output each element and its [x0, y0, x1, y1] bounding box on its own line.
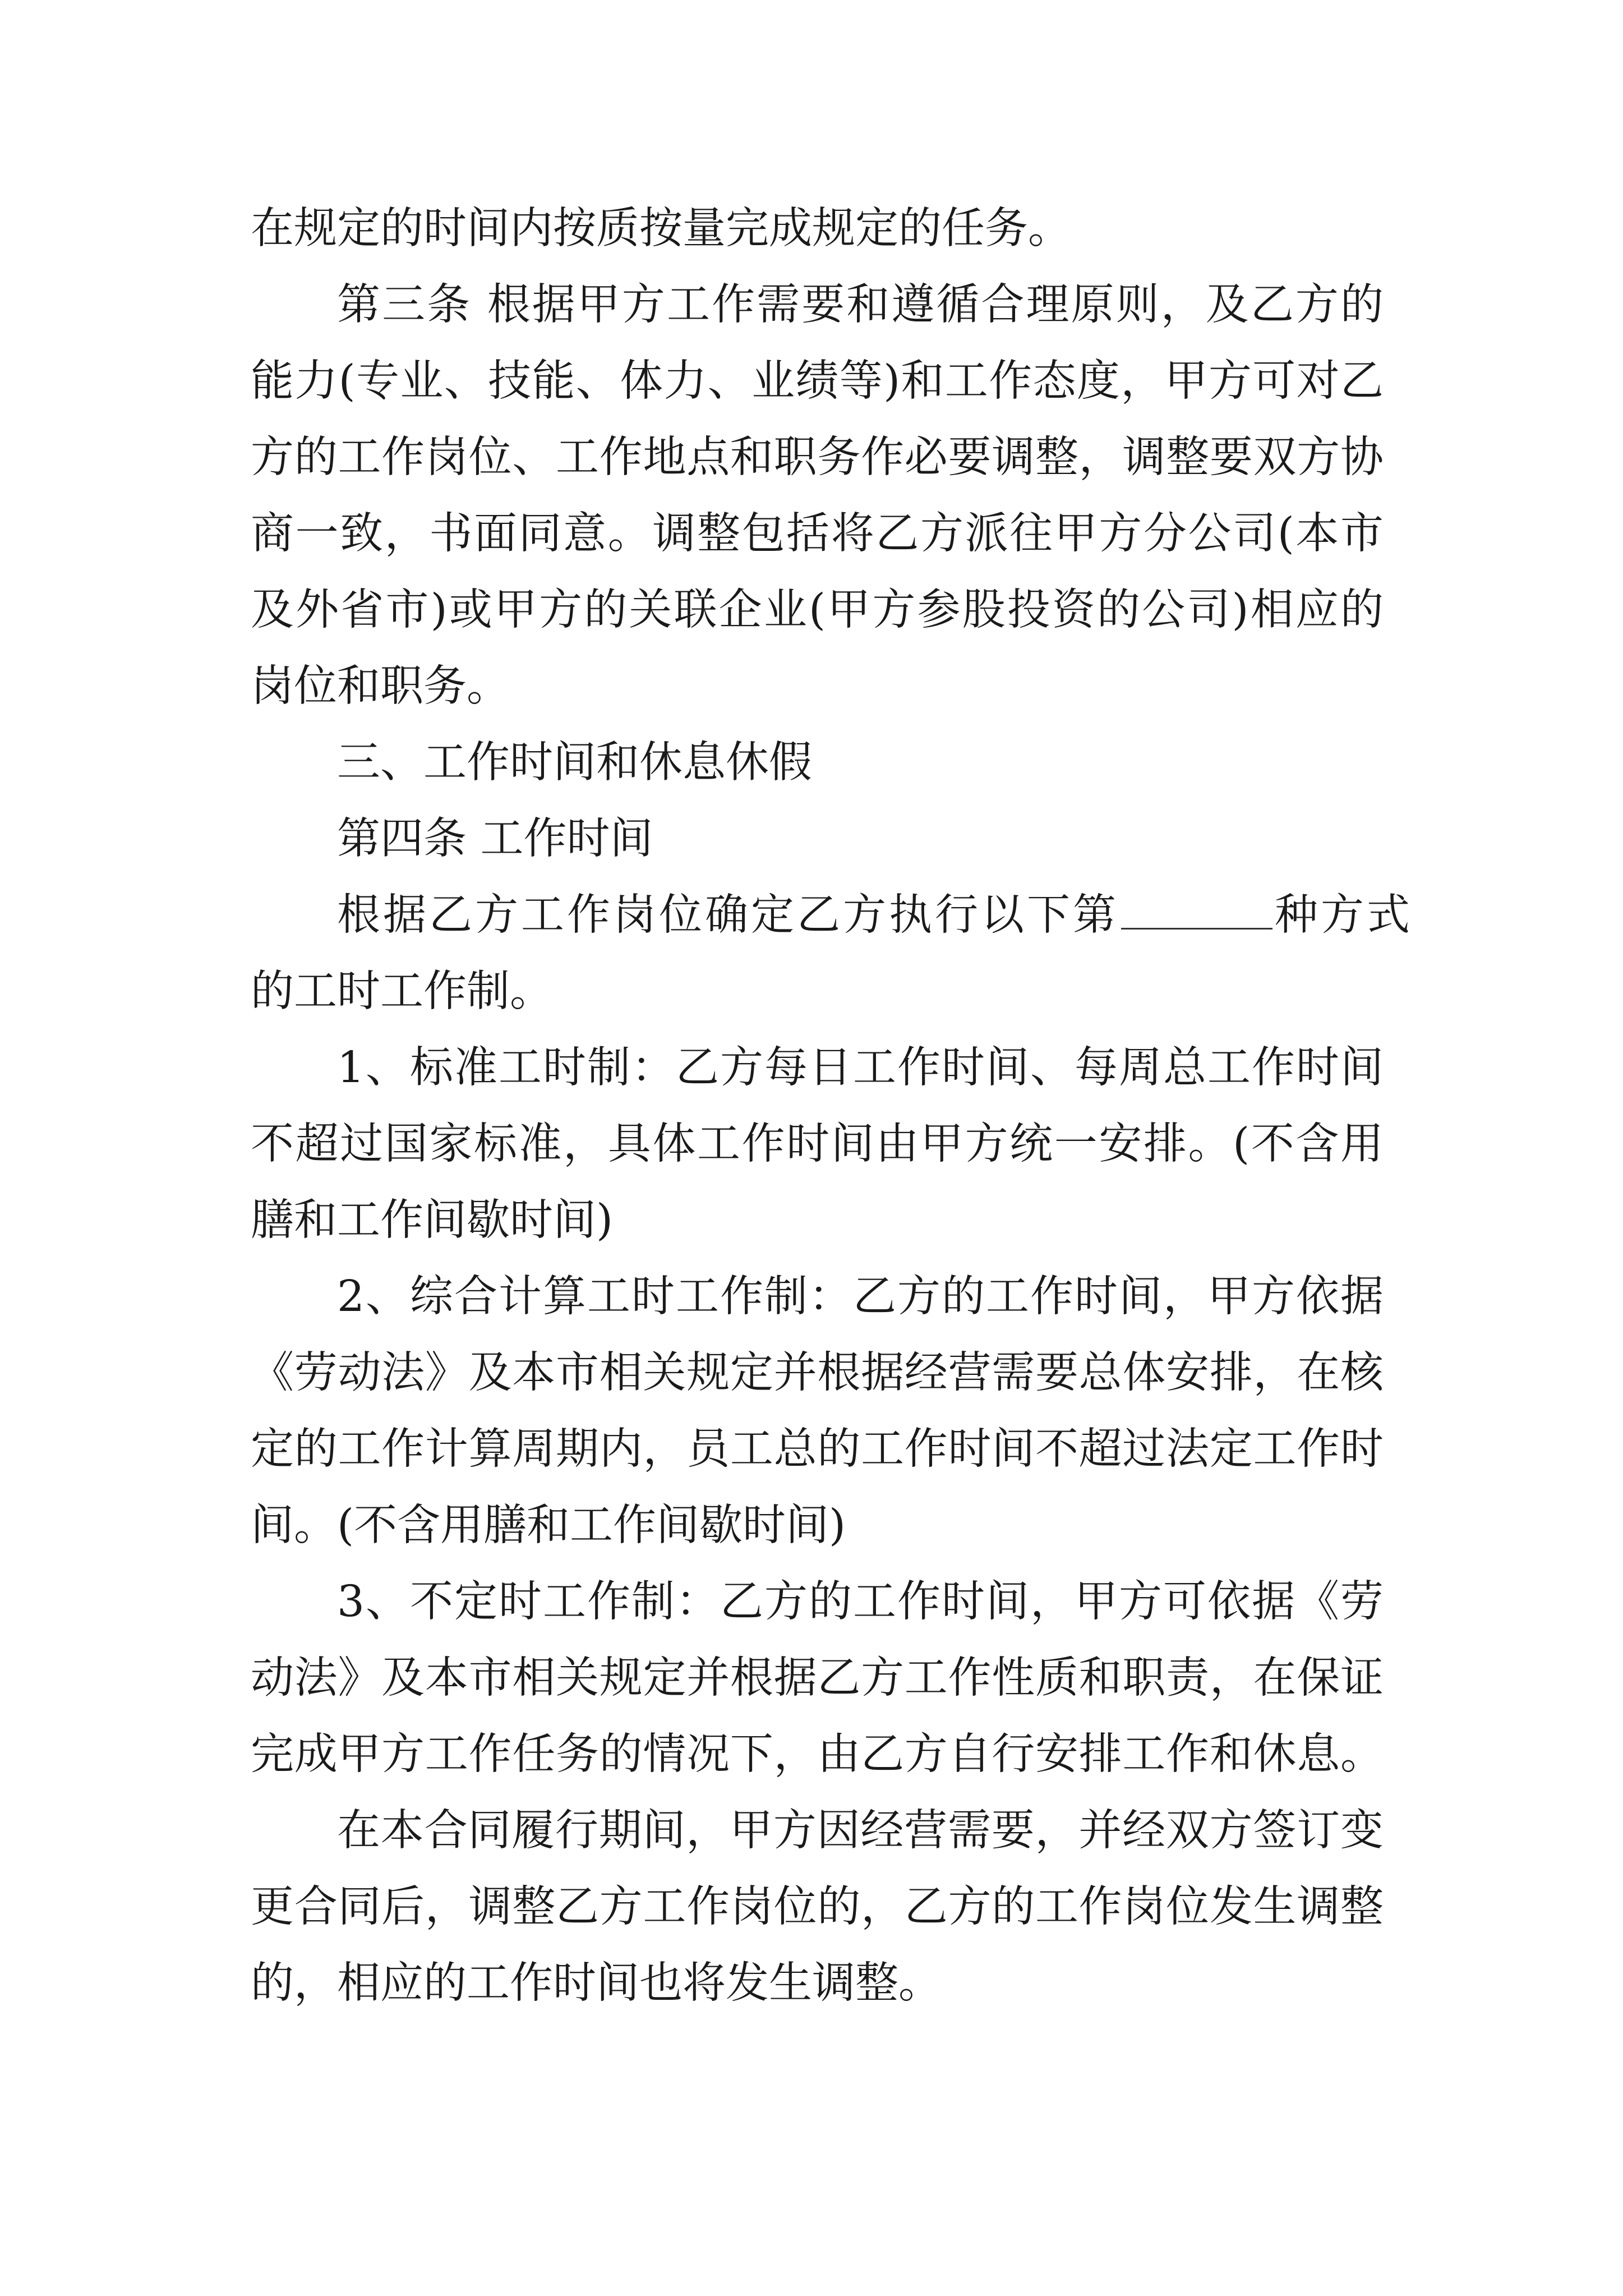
text-line: 不超过国家标准，具体工作时间由甲方统一安排。(不含用 [251, 1119, 1384, 1169]
article-4-heading: 第四条 工作时间 [337, 814, 653, 864]
text-line: 方的工作岗位、工作地点和职务作必要调整，调整要双方协 [251, 432, 1384, 482]
text-line: 膳和工作间歇时间) [251, 1195, 614, 1245]
text-line: 能力(专业、技能、体力、业绩等)和工作态度，甲方可对乙 [251, 356, 1384, 406]
text-line: 《劳动法》及本市相关规定并根据经营需要总体安排，在核 [251, 1348, 1384, 1398]
fill-in-blank [1121, 889, 1272, 930]
text-line: 更合同后，调整乙方工作岗位的，乙方的工作岗位发生调整 [251, 1882, 1384, 1932]
text-line: 间。(不含用膳和工作间歇时间) [251, 1501, 846, 1550]
text-line: 动法》及本市相关规定并根据乙方工作性质和职责，在保证 [251, 1653, 1384, 1703]
text-segment: 种方式 [1275, 890, 1413, 940]
flexible-hours-item: 3、不定时工作制：乙方的工作时间，甲方可依据《劳 [337, 1577, 1384, 1627]
text-line: 完成甲方工作任务的情况下，由乙方自行安排工作和休息。 [251, 1729, 1384, 1779]
standard-hours-item: 1、标准工时制：乙方每日工作时间、每周总工作时间 [337, 1043, 1384, 1093]
text-line: 的工时工作制。 [251, 967, 553, 1016]
text-line: 的，相应的工作时间也将发生调整。 [251, 1958, 942, 2008]
text-line: 岗位和职务。 [251, 661, 510, 711]
article-3-line: 第三条 根据甲方工作需要和遵循合理原则，及乙方的 [337, 280, 1384, 330]
text-line: 及外省市)或甲方的关联企业(甲方参股投资的公司)相应的 [251, 585, 1384, 635]
paragraph-line: 在本合同履行期间，甲方因经营需要，并经双方签订变 [337, 1806, 1384, 1856]
text-line: 定的工作计算周期内，员工总的工作时间不超过法定工作时 [251, 1424, 1384, 1474]
contract-text [251, 191, 1413, 2022]
work-hours-choice-line [251, 877, 1413, 954]
text-line: 在规定的时间内按质按量完成规定的任务。 [251, 204, 1071, 254]
text-segment: 根据乙方工作岗位确定乙方执行以下第 [337, 890, 1119, 940]
text-line: 商一致，书面同意。调整包括将乙方派往甲方分公司(本市 [251, 509, 1384, 559]
section-heading: 三、工作时间和休息休假 [337, 738, 812, 788]
comprehensive-hours-item: 2、综合计算工时工作制：乙方的工作时间，甲方依据 [337, 1272, 1384, 1322]
